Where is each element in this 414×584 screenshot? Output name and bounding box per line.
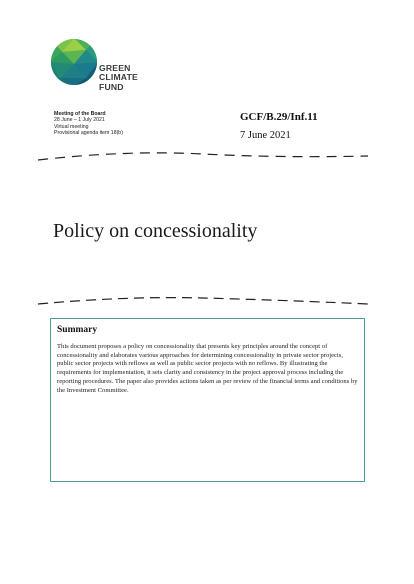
logo-line-climate: CLIMATE — [99, 72, 138, 83]
meeting-format: Virtual meeting — [54, 123, 89, 130]
logo-line-green: GREEN — [99, 63, 131, 73]
meeting-title: Meeting of the Board — [54, 111, 106, 117]
document-date: 7 June 2021 — [240, 130, 291, 141]
document-reference: GCF/B.29/Inf.11 — [240, 111, 318, 123]
logo-wordmark — [99, 64, 138, 92]
decorative-rule-top — [36, 148, 370, 168]
decorative-rule-bottom — [36, 292, 370, 312]
summary-text: This document proposes a policy on concessionality that presents key principles around the concept of concessionality and elaborates various approaches for determining concessionality in private sector projects, public sector projects with reflows as well as public sector projects with no reflows. By illustrating the requirements for implementation, it sets clarity and consistency in the project approval process including the reporting procedures. The paper also provides actions taken as per review of the financial terms and conditions by the Investment Committee. — [57, 343, 358, 394]
agenda-item: Provisional agenda item 18(b) — [54, 129, 123, 136]
meeting-info — [54, 111, 123, 136]
summary-box — [50, 318, 365, 482]
page-title: Policy on concessionality — [53, 220, 258, 242]
summary-heading: Summary — [57, 325, 98, 335]
logo-line-fund: FUND — [99, 81, 124, 92]
meeting-dates: 28 June – 1 July 2021 — [54, 117, 105, 124]
green-climate-fund-logo-icon — [50, 38, 98, 86]
